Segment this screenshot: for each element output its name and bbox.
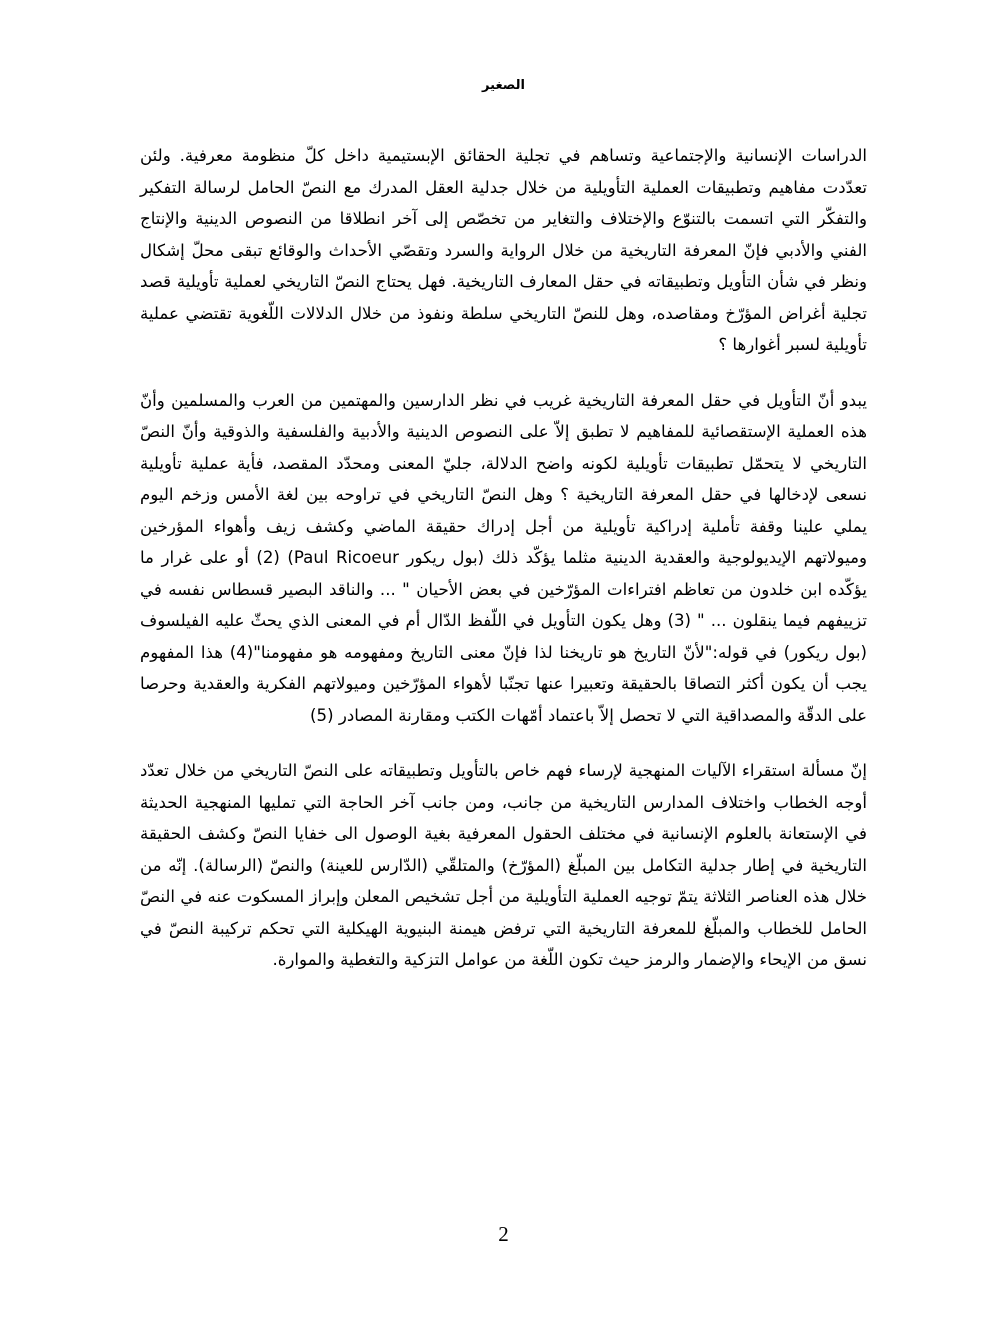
paragraph-3: إنّ مسألة استقراء الآليات المنهجية لإرساء فهم خاص بالتأويل وتطبيقاته على النصّ التاريخي من خلال تعدّد أوجه الخطاب واختلاف المدارس التاريخية من جانب، ومن جانب آخر الحاجة التي تمليها المنهجية الحديثة في الإستعانة بالعلوم الإنسانية في مختلف الحقول المعرفية بغية الوصول الى خفايا النصّ وكشف الحقيقة التاريخية في إطار جدلية التكامل بين المبلّغ (المؤرّخ) والمتلقّي (الدّارس للعينة) والنصّ (الرسالة). إنّه من خلال هذه العناصر الثلاثة يتمّ توجيه العملية التأويلية من أجل تشخيص المعلن وإبراز المسكوت عنه في النصّ الحامل للخطاب والمبلّغ للمعرفة التاريخية التي ترفض هيمنة البنيوية الهيكلية التي تحكم تركيبة النصّ في نسق من الإيحاء والإضمار والرمز حيث تكون اللّغة من عوامل التزكية والتغطية والموارة. — [140, 761, 867, 969]
body-text — [140, 140, 867, 1000]
paragraph-2: يبدو أنّ التأويل في حقل المعرفة التاريخية غريب في نظر الدارسين والمهتمين من العرب والمسلمين وأنّ هذه العملية الإستقصائية للمفاهيم لا تطبق إلاّ على النصوص الدينية والأدبية والفلسفية والذوقية وأنّ النصّ التاريخي لا يتحمّل تطبيقات تأويلية لكونه واضح الدلالة، جليّ المعنى ومحدّد المقصد، فأية عملية تأويلية نسعى لإدخالها في حقل المعرفة التاريخية ؟ وهل النصّ التاريخي في تراوحه بين لغة الأمس وزخم اليوم يملي علينا وقفة تأملية إدراكية تأويلية من أجل إدراك حقيقة الماضي وكشف زيف وأهواء المؤرخين وميولاتهم الإيديولوجية والعقدية الدينية مثلما يؤكّد ذلك (بول ريكور Paul Ricoeur) (2) أو على غرار ما يؤكّده ابن خلدون من تعاظم افتراءات المؤرّخين في بعض الأحيان " ... والناقد البصير قسطاس نفسه في تزييفهم فيما ينقلون ... " (3) وهل يكون التأويل في اللّفظ الدّال أم في المعنى الذي يحثّ عليه الفيلسوف (بول ريكور) في قوله:"لأنّ التاريخ هو تاريخنا لذا فإنّ معنى التاريخ ومفهومه هو مفهومنا"(4) هذا المفهوم يجب أن يكون أكثر التصاقا بالحقيقة وتعبيرا عنها تجنّبا لأهواء المؤرّخين وميولاتهم الفكرية والعقدية وحرصا على الدقّة والمصداقية التي لا تحصل إلاّ باعتماد أمّهات الكتب ومقارنة المصادر (5) — [140, 390, 867, 725]
running-header: الصغير — [482, 78, 525, 93]
paragraph-1: الدراسات الإنسانية والإجتماعية وتساهم في تجلية الحقائق الإبستيمية داخل كلّ منظومة معرفية. ولئن تعدّدت مفاهيم وتطبيقات العملية التأويلية من خلال جدلية العقل المدرك مع النصّ الحامل لرسالة التفكير والتفكّر التي اتسمت بالتنوّع والإختلاف والتغاير من تخصّص إلى آخر انطلاقا من النصوص الدينية والإنتاج الفني والأدبي فإنّ المعرفة التاريخية من خلال الرواية والسرد وتقصّي الأحداث والوقائع تبقى محلّ إشكال ونظر في شأن التأويل وتطبيقاته في حقل المعارف التاريخية. فهل يحتاج النصّ التاريخي لعملية تأويلية قصد تجلية أغراض المؤرّخ ومقاصده، وهل للنصّ التاريخي سلطة ونفوذ من خلال الدلالات اللّغوية تقتضي عملية تأويلية لسبر أغوارها ؟ — [140, 146, 867, 354]
page-number: 2 — [498, 1222, 509, 1246]
